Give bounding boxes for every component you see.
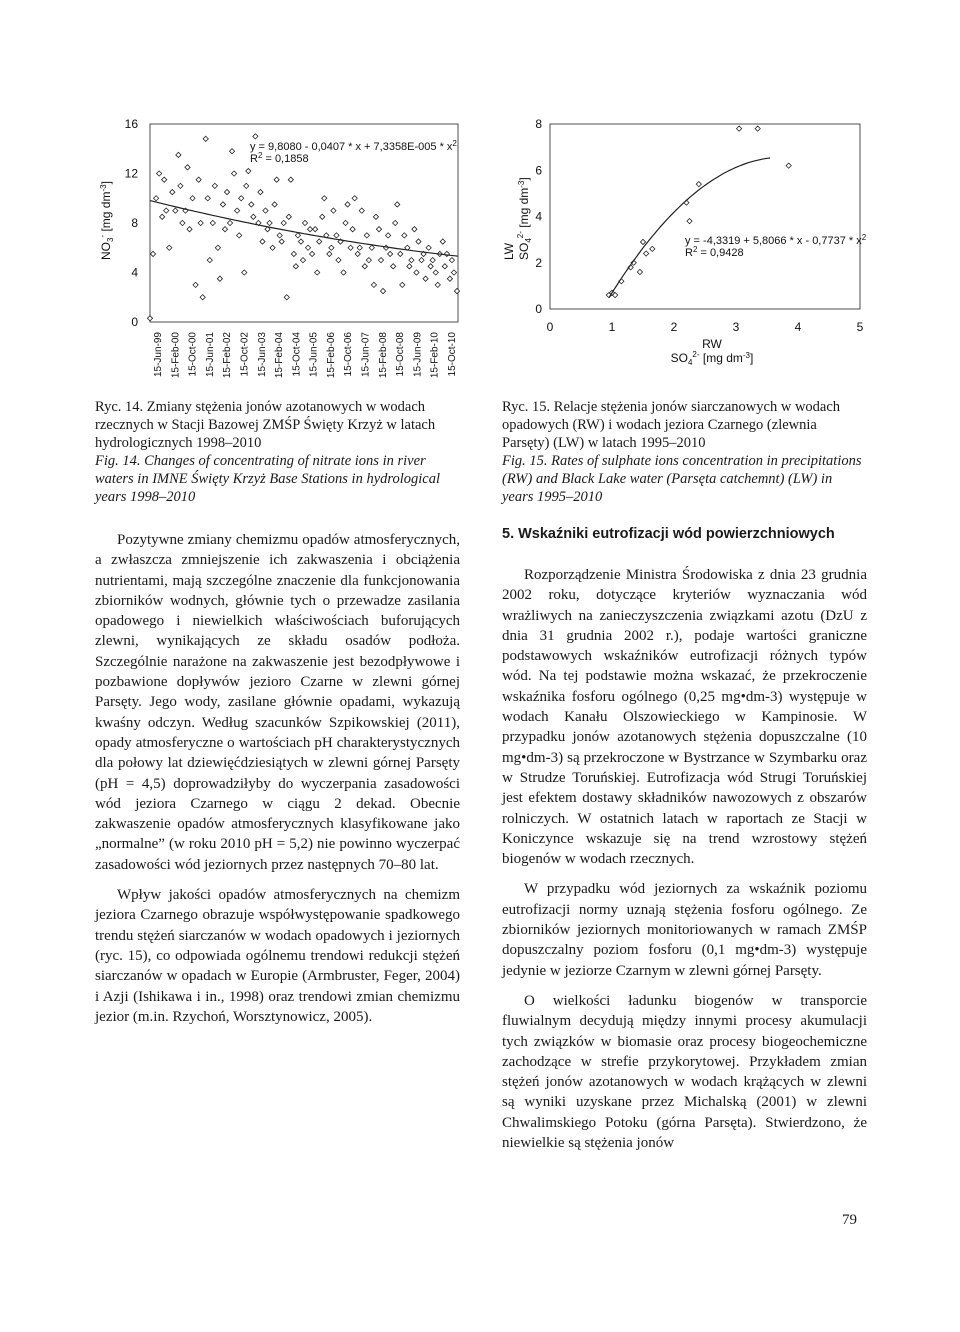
data-point — [251, 214, 256, 219]
paragraph: O wielkości ładunku biogenów w transporcie fluwialnym decydują między innymi procesy akumulacji tych związków w biomasie oraz procesy biogeochemiczne zachodzące w strefie przykorytowej. Przykładem zmian stężeń jonów azotanowych w wodach krążących w zlewni są wyniki uzyskane przez Michalską (2001) w zlewni Chwalimskiego Potoku (górna Parsęta). Stwierdzono, że niewielkie są stężenia jonów — [502, 992, 867, 1152]
data-point — [244, 183, 249, 188]
data-point — [274, 177, 279, 182]
data-point — [440, 239, 445, 244]
data-point — [696, 182, 701, 187]
data-point — [644, 251, 649, 256]
x-tick-label: 15-Feb-02 — [222, 332, 234, 379]
data-point — [329, 245, 334, 250]
data-point — [253, 134, 258, 139]
x-tick-label: 15-Oct-00 — [187, 332, 199, 377]
sulphate-scatter-plot — [488, 110, 888, 380]
data-point — [258, 189, 263, 194]
data-point — [373, 214, 378, 219]
data-point — [267, 220, 272, 225]
x-tick-label: 4 — [794, 320, 802, 334]
data-point — [157, 171, 162, 176]
data-point — [200, 295, 205, 300]
data-point — [147, 316, 152, 321]
x-tick-label: 0 — [546, 320, 554, 334]
x-tick-label: 15-Feb-08 — [377, 332, 389, 379]
trend-line — [609, 158, 770, 298]
data-point — [398, 251, 403, 256]
data-point — [402, 233, 407, 238]
data-point — [366, 258, 371, 263]
x-tick-label: 15-Feb-00 — [170, 332, 182, 379]
x-tick-label: 1 — [608, 320, 616, 334]
caption-english: Fig. 14. Changes of concentrating of nitrate ions in river waters in IMNE Święty Krzyż Base Stations in hydrological years 1998–2010 — [95, 453, 441, 505]
r-squared: $R^2 = 0,1858$ — [250, 151, 309, 165]
data-point — [419, 258, 424, 263]
data-point — [263, 208, 268, 213]
y-tick-label: 2 — [535, 255, 542, 270]
x-tick-label: 15-Jun-01 — [204, 332, 216, 378]
data-point — [430, 258, 435, 263]
paragraph: Wpływ jakości opadów atmosferycznych na chemizm jeziora Czarnego obrazuje współwystępowanie spadkowego trendu stężeń siarczanów w wodach opadowych i jeziornych (ryc. 15), co odpowiada ogólnemu trendowi redukcji stężeń siarczanów w opadach w Europie (Armbruster, Feger, 2004) i Azji (Ishikawa i in., 1998) oraz trendowi zmian chemizmu jezior (m.in. Rzychoń, Worsztynowicz, 2005). — [95, 887, 460, 1025]
data-point — [369, 245, 374, 250]
x-axis-label-unit: $SO_4^{2-}$ [mg $dm^{-3}$] — [670, 350, 754, 367]
data-point — [334, 233, 339, 238]
data-point — [307, 227, 312, 232]
y-axis-label-top: LW — [502, 242, 516, 260]
data-point — [229, 149, 234, 154]
data-point — [345, 202, 350, 207]
data-point — [242, 270, 247, 275]
y-tick-label: 6 — [535, 163, 542, 178]
page-number: 79 — [842, 1212, 857, 1228]
y-tick-label: 4 — [535, 209, 542, 224]
data-point — [272, 202, 277, 207]
data-point — [687, 219, 692, 224]
y-tick-label: 12 — [124, 166, 138, 181]
data-point — [215, 245, 220, 250]
data-point — [293, 264, 298, 269]
data-point — [444, 251, 449, 256]
data-point — [416, 239, 421, 244]
data-point — [755, 126, 760, 131]
data-point — [286, 214, 291, 219]
data-point — [637, 269, 642, 274]
data-point — [298, 239, 303, 244]
y-tick-label: 0 — [131, 315, 138, 329]
regression-equation: $y = -4,3319 + 5,8066 * x - 0,7737 * x^2$ — [685, 233, 867, 247]
y-axis-label — [98, 181, 115, 260]
data-point — [320, 214, 325, 219]
y-tick-label: 8 — [535, 117, 542, 131]
data-point — [442, 264, 447, 269]
data-point — [364, 233, 369, 238]
data-point — [288, 177, 293, 182]
data-point — [409, 258, 414, 263]
data-point — [291, 251, 296, 256]
paragraph: W przypadku wód jeziornych za wskaźnik poziomu eutrofizacji normy uznają stężenia fosforu ogólnego. Ze zbiorników jeziornych monitoriowanych w ramach ZMŚP dopuszczalny poziom fosforu (0,1 mg•dm-3) występuje jedynie w jeziorze Czarnym w zlewni górnej Parsęty. — [502, 881, 867, 979]
data-point — [412, 227, 417, 232]
data-point — [433, 270, 438, 275]
regression-equation: $y = 9,8080 - 0,0407 * x + 7,3358E-005 * x^2$ — [250, 139, 457, 153]
data-point — [249, 202, 254, 207]
y-axis-label-unit — [516, 177, 533, 260]
r-squared-superscript: 2 — [692, 245, 698, 254]
y-tick-label: 8 — [131, 216, 138, 230]
data-point — [300, 258, 305, 263]
trend-line — [150, 201, 458, 257]
data-point — [449, 258, 454, 263]
data-point — [786, 163, 791, 168]
figure-15-caption — [502, 398, 867, 506]
data-point — [393, 220, 398, 225]
data-point — [426, 245, 431, 250]
data-point — [224, 189, 229, 194]
data-point — [315, 270, 320, 275]
data-point — [388, 251, 393, 256]
data-point — [380, 288, 385, 293]
data-point — [281, 220, 286, 225]
plot-frame — [550, 124, 860, 309]
x-tick-label: 15-Oct-04 — [291, 332, 303, 377]
x-tick-label: 15-Oct-06 — [343, 332, 355, 377]
data-point — [231, 171, 236, 176]
y-tick-label: 0 — [535, 302, 542, 316]
data-point — [447, 276, 452, 281]
data-point — [205, 196, 210, 201]
right-column — [502, 524, 867, 1153]
data-point — [277, 233, 282, 238]
data-point — [180, 220, 185, 225]
x-tick-label: 15-Jun-03 — [256, 332, 268, 378]
data-point — [348, 245, 353, 250]
data-point — [428, 264, 433, 269]
data-point — [160, 214, 165, 219]
x-tick-label: 15-Oct-10 — [447, 332, 458, 377]
data-point — [198, 220, 203, 225]
x-tick-label: 15-Oct-02 — [239, 332, 251, 377]
data-point — [260, 239, 265, 244]
data-point — [451, 270, 456, 275]
nitrate-scatter-plot — [90, 110, 470, 395]
data-point — [302, 220, 307, 225]
data-point — [153, 196, 158, 201]
data-point — [350, 227, 355, 232]
y-tick-label: 16 — [124, 117, 138, 131]
x-tick-label: 3 — [732, 320, 740, 334]
caption-english: Fig. 15. Rates of sulphate ions concentration in precipitations (RW) and Black Lake water (Parsęta catchemnt) (LW) in years 1995–2010 — [502, 453, 862, 505]
data-point — [305, 245, 310, 250]
data-point — [454, 288, 459, 293]
data-point — [222, 227, 227, 232]
x-tick-label: 15-Jun-99 — [153, 332, 164, 378]
data-point — [341, 270, 346, 275]
data-point — [187, 227, 192, 232]
data-point — [400, 282, 405, 287]
x-tick-label: 15-Feb-10 — [429, 332, 441, 379]
data-point — [407, 264, 412, 269]
data-point — [227, 220, 232, 225]
x-tick-label: 15-Feb-06 — [325, 332, 337, 379]
x-tick-label: 15-Jun-09 — [412, 332, 424, 378]
data-point — [336, 258, 341, 263]
r-squared: $R^2 = 0,9428$ — [685, 245, 744, 259]
data-point — [162, 177, 167, 182]
data-point — [150, 251, 155, 256]
x-tick-label: 5 — [856, 320, 864, 334]
equation-superscript: 2 — [452, 139, 457, 148]
data-point — [212, 183, 217, 188]
data-point — [414, 270, 419, 275]
data-point — [220, 202, 225, 207]
caption-polish: Ryc. 14. Zmiany stężenia jonów azotanowych w wodach rzecznych w Stacji Bazowej ZMŚP Święty Krzyż w latach hydrologicznych 1998–2010 — [95, 399, 436, 451]
paragraph: Rozporządzenie Ministra Środowiska z dnia 23 grudnia 2002 roku, dotyczące kryteriów wyznaczania wód wrażliwych na zanieczyszczenia związkami azotu (DzU z dnia 31 grudnia 2002 r.), podaje wartości graniczne podstawowych wskaźników eutrofizacji różnych typów wód. Na tej podstawie można wskazać, że przekroczenie wskaźnika fosforu ogólnego (0,25 mg•dm-3) występuje w wodach Kanału Olszowieckiego w Kampinosie. W przypadku jonów azotanowych stężenia dopuszczalne (10 mg•dm-3) są przekroczone w Bystrzance w Szymbarku oraz w Strudze Toruńskiej. Eutrofizacja wód Strugi Toruńskiej jest efektem dostawy składników nawozowych z obszarów rolniczych. W ostatnich latach w raportach ze Stacji w Koniczynce wskazuje się na trend wzrostowy stężeń biogenów w wodach rzecznych. — [502, 567, 867, 868]
data-point — [327, 251, 332, 256]
data-point — [391, 264, 396, 269]
data-point — [279, 239, 284, 244]
data-point — [355, 251, 360, 256]
y-axis-label — [502, 242, 516, 260]
data-point — [395, 202, 400, 207]
figure-14-chart — [90, 110, 470, 395]
x-tick-label: 15-Jun-05 — [308, 332, 320, 378]
data-point — [357, 245, 362, 250]
data-point — [176, 152, 181, 157]
data-point — [237, 233, 242, 238]
data-point — [376, 227, 381, 232]
data-point — [207, 258, 212, 263]
data-point — [317, 239, 322, 244]
data-point — [203, 136, 208, 141]
paragraph: Pozytywne zmiany chemizmu opadów atmosferycznych, a zwłaszcza zmniejszenie ich zakwaszenia i obciążenia nutrientami, mają szczególne znaczenie dla funkcjonowania zbiorników wodnych, głównie tych o przewadze zasilania opadowego i niewielkich właściwościach buforujących zlewni, wynikających ze składu osadów podłoża. Szczególnie narażone na zakwaszenie jest bezodpływowe i pozbawione dopływów jezioro Czarne w zlewni górnej Parsęty. Jego wody, zasilane głównie opadami, wykazują kwaśny odczyn. Według szacunków Szpikowskiej (2011), opady atmosferyczne o wartościach pH charakterystycznych dla połowy lat dziewięćdziesiątych w zlewni górnej Parsęty (pH = 4,5) doprowadziłyby do wyczerpania zasadowości wód jeziora Czarnego w ciągu 2 dekad. Obecnie zakwaszenie opadów atmosferycznych klasyfikowane jako „normalne” (w roku 2010 pH = 5,2) nie powinno wyczerpać zasadowości wód jeziornych przez następnych 70–80 lat. — [95, 532, 460, 873]
svg-text:NO3- [mg dm-3]: $NO_3^-$ [mg $dm^{-3}$] — [98, 181, 115, 260]
data-point — [737, 126, 742, 131]
y-tick-label: 4 — [131, 265, 138, 280]
x-tick-label: 15-Jun-07 — [360, 332, 372, 378]
data-point — [193, 282, 198, 287]
data-point — [284, 295, 289, 300]
data-point — [371, 282, 376, 287]
data-point — [167, 245, 172, 250]
data-point — [235, 208, 240, 213]
data-point — [322, 196, 327, 201]
data-point — [185, 165, 190, 170]
data-point — [178, 183, 183, 188]
left-column — [95, 530, 460, 1027]
x-tick-label: 15-Feb-04 — [274, 332, 286, 379]
data-point — [190, 196, 195, 201]
data-point — [295, 233, 300, 238]
data-point — [217, 276, 222, 281]
data-point — [313, 227, 318, 232]
data-point — [246, 168, 251, 173]
data-point — [640, 239, 645, 244]
equation-superscript: 2 — [861, 233, 867, 242]
data-point — [359, 208, 364, 213]
data-point — [170, 189, 175, 194]
data-point — [362, 264, 367, 269]
data-point — [196, 177, 201, 182]
r-squared-superscript: 2 — [257, 151, 263, 160]
data-point — [173, 208, 178, 213]
data-point — [270, 245, 275, 250]
data-point — [239, 196, 244, 201]
x-tick-label: 2 — [670, 320, 678, 334]
svg-text:SO42- [mg dm-3]: $SO_4^{2-}$ [mg $dm^{-3}$] — [516, 177, 533, 260]
section-heading: 5. Wskaźniki eutrofizacji wód powierzchniowych — [502, 526, 835, 542]
data-point — [331, 208, 336, 213]
data-point — [378, 258, 383, 263]
data-point — [435, 282, 440, 287]
data-point — [343, 220, 348, 225]
data-point — [164, 208, 169, 213]
data-point — [650, 246, 655, 251]
data-point — [210, 220, 215, 225]
data-point — [423, 276, 428, 281]
data-point — [310, 251, 315, 256]
data-point — [385, 233, 390, 238]
figure-15-chart — [488, 110, 888, 380]
data-point — [352, 196, 357, 201]
x-axis-label-top: RW — [702, 337, 722, 351]
figure-14-caption — [95, 398, 460, 506]
x-tick-label: 15-Oct-08 — [395, 332, 407, 377]
caption-polish: Ryc. 15. Relacje stężenia jonów siarczanowych w wodach opadowych (RW) i wodach jeziora Czarnego (zlewnia Parsęty) (LW) w latach 1995–2010 — [502, 399, 841, 451]
